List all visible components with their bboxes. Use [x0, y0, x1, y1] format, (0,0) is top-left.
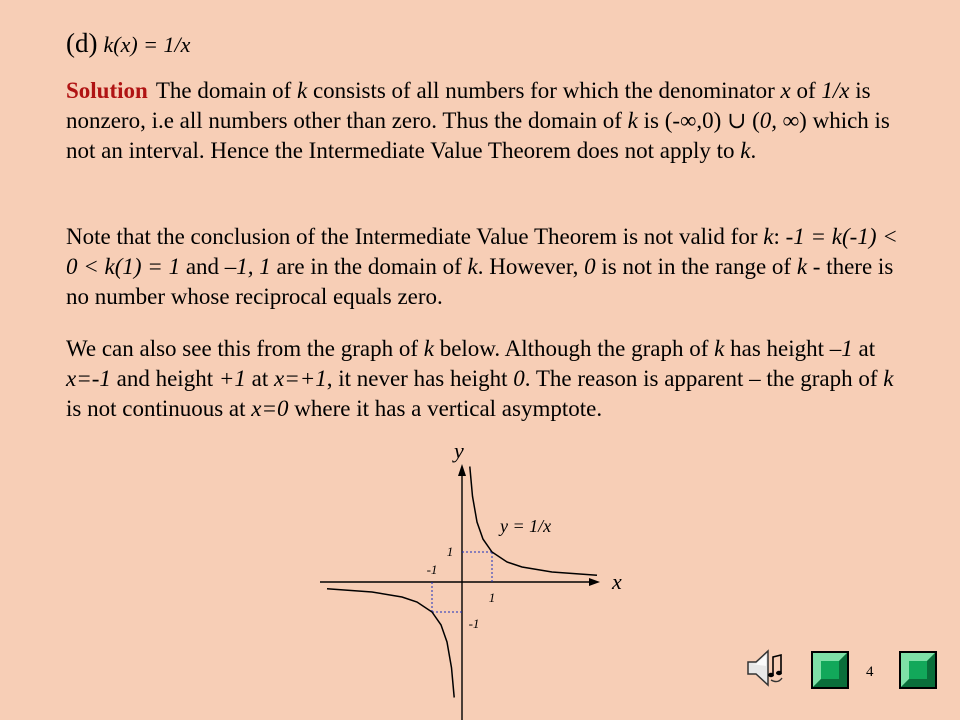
text: The domain of: [155, 78, 297, 103]
var: k: [423, 336, 434, 361]
var: x=-1: [66, 366, 111, 391]
part-heading: [66, 26, 190, 62]
var: k: [627, 108, 638, 133]
part-label: (d): [66, 28, 98, 58]
curve-branch-negative: [327, 589, 454, 698]
text: is nonzero, i.e all numbers other than zero. Thus the domain of: [66, 78, 871, 133]
text: is not continuous at: [66, 396, 252, 421]
tick-label-y-neg1: -1: [468, 616, 480, 631]
solution-label: Solution: [66, 78, 148, 103]
text: , it never has height: [326, 366, 514, 391]
var: 0: [584, 254, 596, 279]
var: –1, 1: [224, 254, 271, 279]
var: –1: [829, 336, 853, 361]
text: are in the domain of: [270, 254, 468, 279]
nav-next-icon: [901, 653, 935, 687]
tick-label-x-1: 1: [488, 590, 496, 605]
solution-paragraph-1: [66, 76, 906, 166]
var: +1: [218, 366, 246, 391]
text: Note that the conclusion of the Intermediate Value Theorem is not valid for: [66, 224, 764, 249]
text: . However,: [477, 254, 585, 279]
text: . The reason is apparent – the graph of: [524, 366, 884, 391]
text: ) which is not an interval. Hence the Intermediate Value Theorem does not apply to: [66, 108, 890, 163]
var: x=0: [251, 396, 289, 421]
text: We can also see this from the graph of: [66, 336, 424, 361]
var: 0: [513, 366, 525, 391]
var: k: [296, 78, 308, 103]
x-axis-label: x: [612, 569, 622, 594]
tick-label-x-neg1: -1: [426, 562, 438, 577]
text: of: [790, 78, 822, 103]
y-axis-arrow: [458, 464, 466, 476]
text: is not in the range of: [595, 254, 797, 279]
var: 1/x: [821, 78, 850, 103]
var: k: [796, 254, 808, 279]
solution-paragraph-2: [66, 222, 906, 312]
var: x: [780, 78, 791, 103]
text: below. Although the graph of: [433, 336, 715, 361]
var: k: [763, 224, 774, 249]
var: k: [714, 336, 725, 361]
text: where it has a vertical asymptote.: [288, 396, 603, 421]
tick-label-y-1: 1: [446, 544, 454, 559]
nav-next-button[interactable]: [899, 651, 937, 689]
var: k: [740, 138, 751, 163]
var: k: [883, 366, 894, 391]
var: k: [467, 254, 478, 279]
text: and height: [110, 366, 219, 391]
text: :: [773, 224, 786, 249]
text: - there is no number whose reciprocal equals zero.: [66, 254, 894, 309]
function-definition: k(x) = 1/x: [103, 32, 191, 57]
text: .: [750, 138, 757, 163]
x-axis-arrow: [589, 578, 600, 586]
nav-prev-button[interactable]: [811, 651, 849, 689]
text: at: [852, 336, 876, 361]
text: has height: [724, 336, 830, 361]
y-axis-label: y: [454, 438, 464, 463]
speaker-icon[interactable]: [742, 644, 786, 692]
text: and: [180, 254, 225, 279]
text: consists of all numbers for which the denominator: [307, 78, 781, 103]
curve-label: y = 1/x: [500, 516, 552, 536]
text: is (-∞,0) ∪ (: [637, 108, 760, 133]
reciprocal-function-graph: [300, 436, 640, 720]
solution-paragraph-3: [66, 334, 906, 424]
page-number: 4: [866, 664, 874, 680]
var: x=+1: [273, 366, 327, 391]
nav-prev-icon: [813, 653, 847, 687]
text: at: [245, 366, 274, 391]
var: -1 = k(-1) < 0 < k(1) = 1: [66, 224, 898, 279]
var: 0, ∞: [759, 108, 800, 133]
